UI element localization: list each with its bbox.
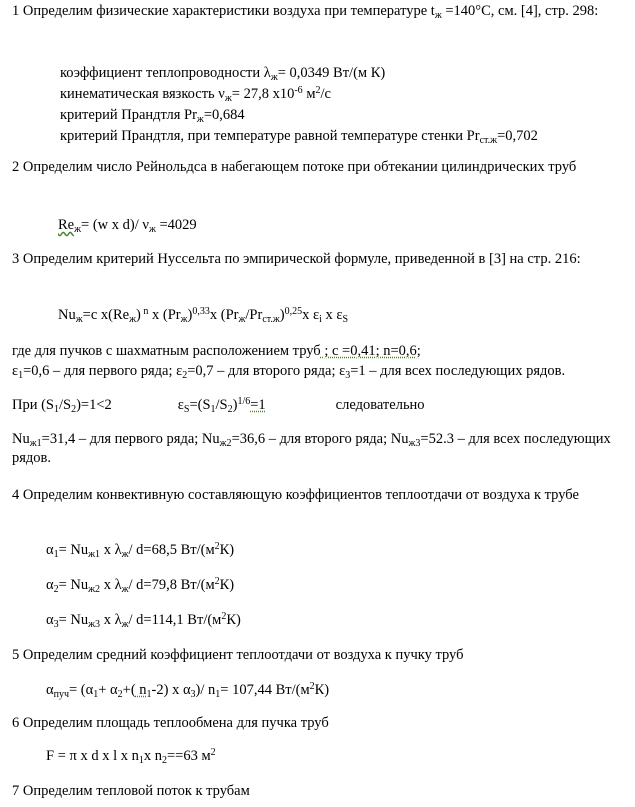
alpha-bundle-formula: $\alpha_{пуч}= (\alpha_1+ \alpha_2+$( $n_1-2$) х $\alpha_3)/$ $n_1= 107,44$ $Вт/(м^2К)$ <box>46 681 330 700</box>
nusselt-rows-line: $Nu_{ж1}=31,4$ – для первого ряда; $Nu_{ж2}=36,6$ – для второго ряда; $Nu_{ж3}=52.3$ – для всех последующих рядов. <box>12 431 611 466</box>
epsilon-rows-line: $\varepsilon_1=0,6$ – для первого ряда; $\varepsilon_2=0,7$ – для второго ряда; $\varepsilon_3=1$ – для всех последующих рядов. <box>12 363 566 381</box>
pitch-ratio-line: При $(S_1/S_2)=1<2$ $\varepsilon_S=(S_1/S_2)^{1/6}=1$ следовательно <box>12 396 425 415</box>
alpha-2-formula: $\alpha_2= Nu_{ж2}$ х $\lambda_ж/$ d=79,8 $Вт/(м^2К)$ <box>46 576 235 595</box>
thermal-conductivity-line: коэффициент теплопроводности $\lambda_ж= 0,0349$ Вт/(м К) <box>60 65 386 83</box>
alpha-1-formula: $\alpha_1= Nu_{ж1}$ х $\lambda_ж/$ d=68,5 $Вт/(м^2К)$ <box>46 541 235 560</box>
section-3-heading: 3 Определим критерий Нуссельта по эмпирической формуле, приведенной в [3] на стр. 216: <box>12 251 581 267</box>
alpha-3-formula: $\alpha_3= Nu_{ж3}$ х $\lambda_ж/$ d=114,1 $Вт/(м^2К)$ <box>46 611 241 630</box>
reynolds-formula: $Re_ж= (w$ х d)/ $\nu_ж =4029$ <box>58 217 197 235</box>
section-5-heading: 5 Определим средний коэффициент теплоотдачи от воздуха к пучку труб <box>12 647 464 663</box>
area-formula: F = π х d х l х $n_1х$ $n_2==63$ $м^2$ <box>46 747 216 766</box>
where-coefficients-line: где для пучков с шахматным расположением труб ; с =0,41; n=0,6; <box>12 343 421 359</box>
section-2-heading: 2 Определим число Рейнольдса в набегающем потоке при обтекании цилиндрических труб <box>12 159 577 175</box>
section-1-heading: 1 Определим физические характеристики воздуха при температуре $t_ж =140^\circ С$, см. [4], стр. 298: <box>12 3 599 21</box>
prandtl-line: критерий Прандтля $Pr_ж=0,684$ <box>60 107 245 125</box>
section-4-heading: 4 Определим конвективную составляющую коэффициентов теплоотдачи от воздуха к трубе <box>12 487 579 503</box>
nusselt-formula: $Nu_ж=c$ $х(Re_ж)$ $^n$ х $(Pr_ж)^{0,33}х$ $(Pr_ж/Pr_{ст.ж})^{0,25}х$ $\varepsilon_i$ х $\varepsilon_S$ <box>58 306 349 325</box>
section-6-heading: 6 Определим площадь теплообмена для пучка труб <box>12 715 329 731</box>
section-7-heading: 7 Определим тепловой поток к трубам <box>12 783 250 799</box>
prandtl-wall-line: критерий Прандтля, при температуре равной температуре стенки $Pr_{ст.ж}=0,702$ <box>60 128 538 146</box>
kinematic-viscosity-line: кинематическая вязкость $\nu_ж= 27,8$ $х10^{-6}$ $м^2/с$ <box>60 85 331 104</box>
